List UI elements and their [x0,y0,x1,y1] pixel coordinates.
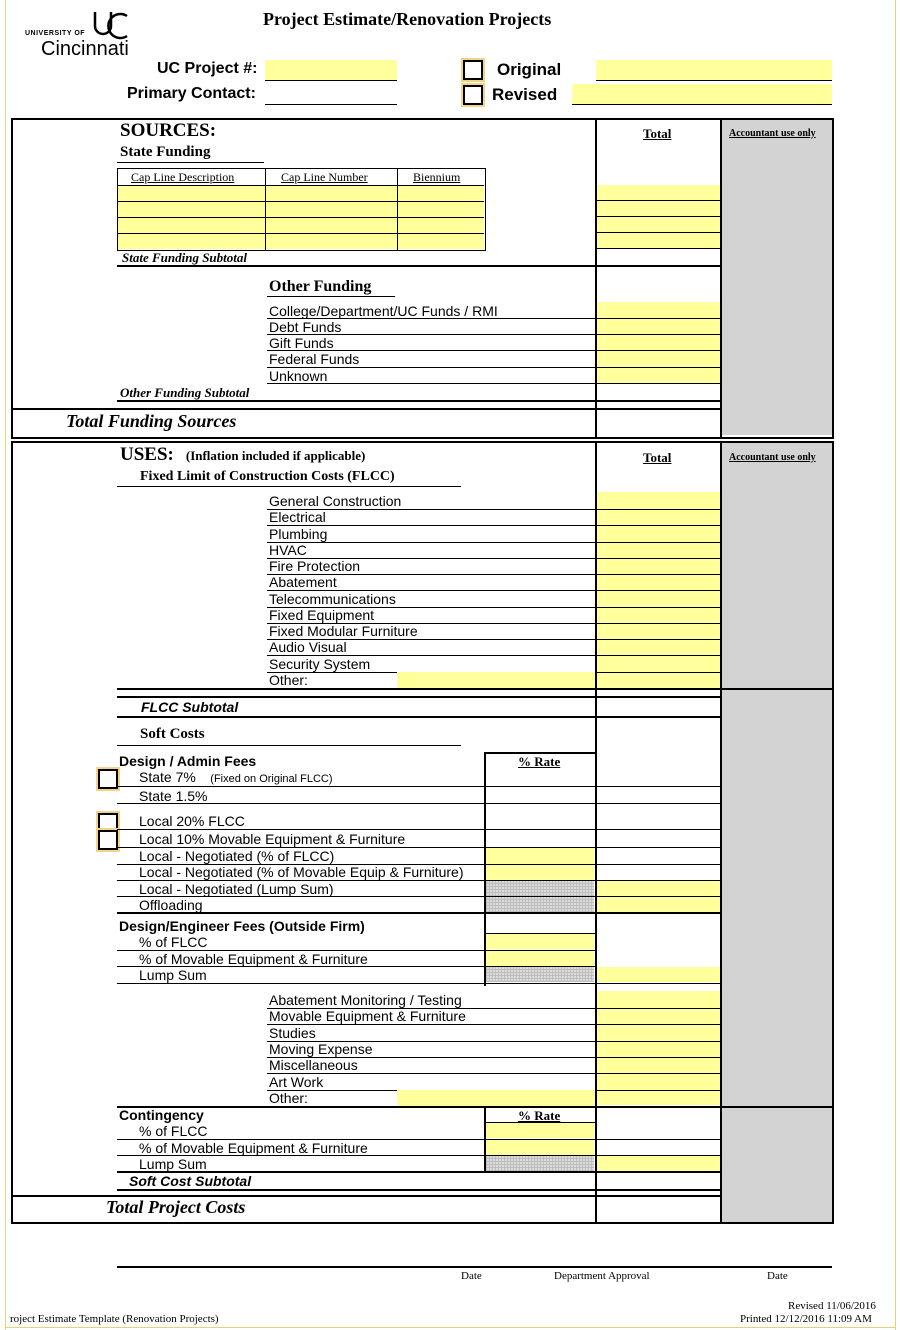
cont-lump-total[interactable] [597,1156,720,1171]
inflation-note: (Inflation included if applicable) [185,448,366,463]
primary-contact-field[interactable] [265,84,397,105]
cont-lump-rate-disabled [486,1156,594,1171]
offloading-line [117,912,721,914]
flcc-row-line [267,525,720,526]
flcc-item-label: Abatement [269,574,337,590]
primary-contact-label: Primary Contact: [127,85,256,102]
page-edge-right [895,0,896,1330]
other-line-4 [267,367,720,368]
state7-note: (Fixed on Original FLCC) [210,773,333,785]
revised-number-field[interactable] [572,84,832,105]
misc-item-label: Art Work [269,1074,324,1090]
other-funding-subtotal: Other Funding Subtotal [120,385,250,400]
flcc-item-label: Security System [269,656,371,672]
cont-flcc-rate[interactable] [486,1123,594,1138]
uses-total-header: Total [643,450,672,465]
biennium-header: Biennium [413,170,461,184]
uc-project-label: UC Project #: [157,60,258,77]
cap-line-row-2[interactable] [118,201,484,217]
other-item-debt: Debt Funds [269,319,342,335]
sources-accountant-column [721,120,832,435]
cap-col-sep-1b [265,185,266,249]
state7-checkbox[interactable] [98,769,118,789]
total-project-costs: Total Project Costs [106,1197,246,1217]
eng-lump-total[interactable] [597,967,720,982]
soft-costs-underline [117,745,461,746]
footer-date-1: Date [461,1270,482,1282]
design-rate-header: % Rate [518,754,561,769]
footer-department-approval: Department Approval [554,1270,650,1282]
local10-checkbox[interactable] [98,830,118,850]
original-label: Original [497,60,562,79]
sources-accountant-header: Accountant use only [729,128,816,139]
neg-movable-rate[interactable] [486,865,594,880]
sources-total-header: Total [643,126,672,141]
flcc-row-line [267,542,720,543]
flcc-item-label: Electrical [269,509,326,525]
cap-line-row-3[interactable] [118,217,484,233]
footer-bottom-line [5,1327,895,1328]
other-total-yellow [597,302,720,383]
misc-item-label: Miscellaneous [269,1057,358,1073]
state-total-cell-1[interactable] [597,185,720,201]
page-edge-left [5,0,6,1330]
eng-lump-line [117,983,721,984]
local20-line [117,829,721,830]
state-total-cell-2[interactable] [597,201,720,217]
misc-item-label: Movable Equipment & Furniture [269,1008,466,1024]
flcc-subtotal-bottomline [117,716,721,718]
flcc-subtotal: FLCC Subtotal [141,699,239,715]
neg-lump-total[interactable] [597,881,720,896]
state-total-cell-3[interactable] [597,217,720,233]
misc-bottom-line [117,1106,721,1108]
footer-template-name: roject Estimate Template (Renovation Projects) [10,1313,219,1325]
misc-row-line [267,1073,720,1074]
other-item-gift: Gift Funds [269,335,334,351]
flcc-other-field[interactable] [397,672,595,688]
other-item-unknown: Unknown [269,368,328,384]
footer-printed: Printed 12/12/2016 11:09 AM [740,1313,872,1325]
state-total-cell-4[interactable] [597,233,720,249]
misc-other-field[interactable] [397,1090,595,1106]
offloading-total[interactable] [597,897,720,912]
footer-revised: Revised 11/06/2016 [788,1300,876,1312]
flcc-item-label: Fixed Modular Furniture [269,623,418,639]
offloading-rate-disabled [486,897,594,912]
cont-movable-rate[interactable] [486,1140,594,1155]
state-funding-subtotal: State Funding Subtotal [122,250,247,265]
cap-line-number-header: Cap Line Number [281,170,368,184]
neg-flcc-label: Local - Negotiated (% of FLCC) [139,848,335,864]
other-line-5 [267,383,720,384]
flcc-heading: Fixed Limit of Construction Costs (FLCC) [140,469,395,484]
misc-item-label: Abatement Monitoring / Testing [269,992,462,1008]
revised-label: Revised [492,85,558,104]
other-funding-underline [267,296,395,297]
flcc-item-label: General Construction [269,493,402,509]
flcc-item-label: Telecommunications [269,591,396,607]
logo-cincinnati: Cincinnati [41,38,129,60]
uses-accountant-header: Accountant use only [729,452,816,463]
soft-cost-subtotal: Soft Cost Subtotal [129,1173,252,1189]
state-funding-heading: State Funding [120,144,211,160]
local10-label: Local 10% Movable Equipment & Furniture [139,831,406,847]
flcc-underline [117,486,461,487]
state7-line [117,786,721,787]
cont-lump-label: Lump Sum [139,1156,207,1172]
uc-project-field[interactable] [265,60,397,81]
eng-lump-label: Lump Sum [139,967,207,983]
flcc-bottom-line [117,688,721,690]
cap-col-sep-2b [397,185,398,249]
footer-date-2: Date [767,1270,788,1282]
neg-lump-rate-disabled [486,881,594,896]
misc-item-label: Studies [269,1025,316,1041]
misc-accountant-divider [720,1106,832,1108]
other-item-college: College/Department/UC Funds / RMI [269,303,498,319]
eng-flcc-rate[interactable] [486,934,594,949]
misc-item-label: Other: [269,1090,308,1106]
page-title: Project Estimate/Renovation Projects [263,9,552,29]
cap-line-description-header: Cap Line Description [131,170,235,184]
neg-lump-label: Local - Negotiated (Lump Sum) [139,881,334,897]
flcc-item-label: Audio Visual [269,639,347,655]
state7-row [139,769,333,787]
contingency-rate-header: % Rate [518,1108,561,1123]
total-funding-sources: Total Funding Sources [66,411,237,431]
uses-label: USES: [120,444,174,465]
design-admin-heading: Design / Admin Fees [119,753,257,769]
original-field[interactable] [596,60,832,81]
flcc-item-label: Other: [269,672,308,688]
original-checkbox[interactable] [463,60,483,80]
other-subtotal-line [117,400,721,402]
contingency-heading: Contingency [119,1107,204,1123]
state15-line [117,803,721,804]
uc-logo [25,10,140,60]
flcc-row-line [267,509,720,510]
soft-subtotal-line [117,1189,721,1191]
total-funding-topline [11,408,721,410]
revised-checkbox[interactable] [463,85,483,105]
other-line-2 [267,334,720,335]
flcc-item-label: Plumbing [269,526,328,542]
state7-label: State 7% [139,769,196,785]
state-subtotal-line [117,265,721,267]
misc-row-line [267,1024,720,1025]
eng-flcc-label: % of FLCC [139,934,208,950]
flcc-accountant-divider [720,688,832,690]
flcc-subtotal-topline [117,696,721,698]
sources-divider-1 [595,118,597,437]
sources-divider-2 [720,118,722,437]
sources-heading: SOURCES: [120,120,217,141]
eng-lump-rate-disabled [486,967,594,982]
neg-flcc-rate[interactable] [486,848,594,864]
state-funding-underline [117,162,264,163]
uses-divider-2 [720,441,722,1222]
cont-flcc-label: % of FLCC [139,1123,208,1139]
eng-movable-label: % of Movable Equipment & Furniture [139,951,368,967]
eng-movable-rate[interactable] [486,951,594,966]
soft-costs-heading: Soft Costs [140,726,205,742]
cont-movable-label: % of Movable Equipment & Furniture [139,1140,368,1156]
signature-line [117,1266,832,1268]
flcc-item-label: Fire Protection [269,558,361,574]
other-item-federal: Federal Funds [269,351,360,367]
cap-line-row-1[interactable] [118,185,484,201]
flcc-item-label: HVAC [269,542,307,558]
other-funding-heading: Other Funding [269,278,372,295]
uses-heading [120,444,365,466]
misc-item-label: Moving Expense [269,1041,373,1057]
state15-label: State 1.5% [139,788,208,804]
flcc-item-label: Fixed Equipment [269,607,375,623]
neg-movable-label: Local - Negotiated (% of Movable Equip & Furniture) [139,864,464,880]
logo-university-of: UNIVERSITY OF [25,30,86,37]
engineer-heading: Design/Engineer Fees (Outside Firm) [119,918,365,934]
cap-line-row-4[interactable] [118,233,484,249]
offloading-label: Offloading [139,897,203,913]
local20-label: Local 20% FLCC [139,813,245,829]
